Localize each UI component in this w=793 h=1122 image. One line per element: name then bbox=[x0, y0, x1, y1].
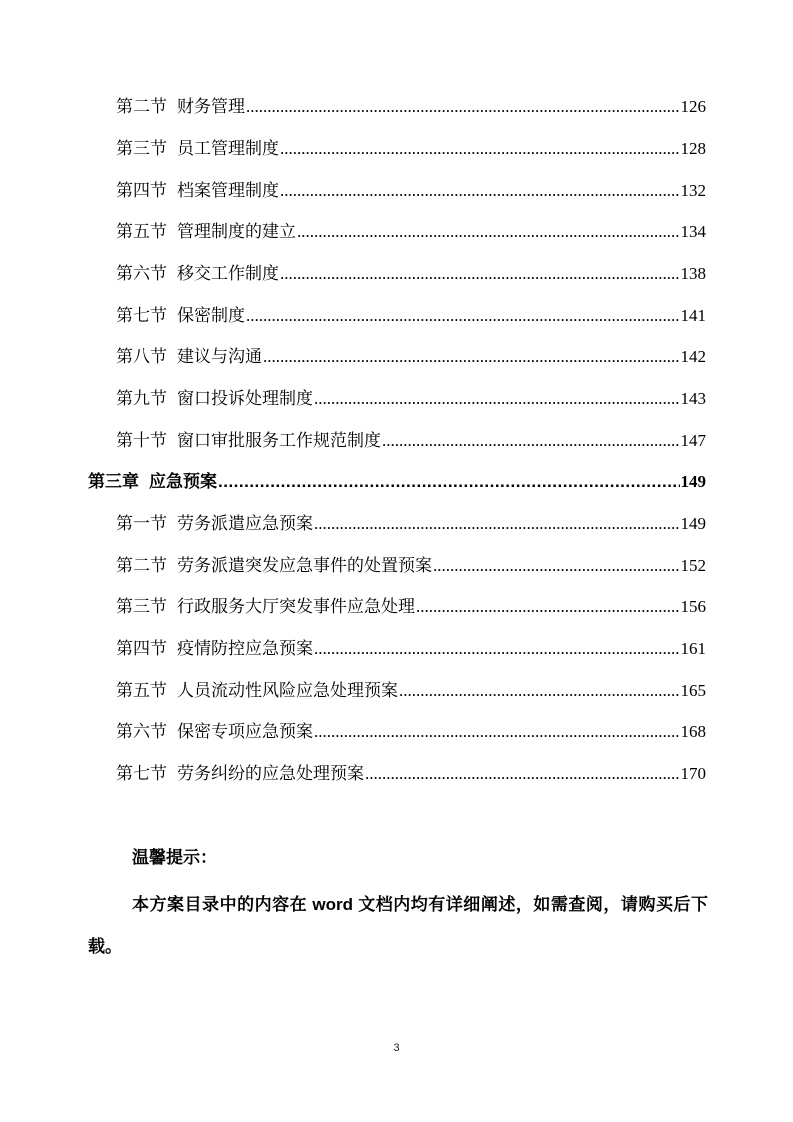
toc-entry-page: 132 bbox=[680, 181, 706, 200]
toc-entry-title: 移交工作制度 bbox=[177, 264, 279, 283]
toc-entry-title: 劳务纠纷的应急处理预案 bbox=[177, 764, 364, 783]
dot-leader bbox=[314, 512, 680, 536]
toc-entry-number: 第十节 bbox=[116, 431, 167, 450]
toc-entry-page: 170 bbox=[680, 764, 706, 783]
dot-leader bbox=[297, 220, 680, 244]
toc-entry-number: 第六节 bbox=[116, 722, 167, 741]
dot-leader bbox=[416, 595, 680, 619]
toc-entry[interactable] bbox=[116, 762, 706, 786]
dot-leader bbox=[246, 304, 680, 328]
toc-entry-page: 141 bbox=[680, 306, 706, 325]
toc-entry-title: 员工管理制度 bbox=[177, 139, 279, 158]
toc-entry-page: 165 bbox=[680, 681, 706, 700]
toc-entry-title: 窗口审批服务工作规范制度 bbox=[177, 431, 381, 450]
toc-entry-number: 第三节 bbox=[116, 139, 167, 158]
toc-entry-number: 第四节 bbox=[116, 181, 167, 200]
toc-entry[interactable] bbox=[116, 679, 706, 703]
toc-entry-number: 第五节 bbox=[116, 681, 167, 700]
toc-entry-title: 劳务派遣应急预案 bbox=[177, 514, 313, 533]
toc-entry-page: 156 bbox=[680, 597, 706, 616]
dot-leader bbox=[399, 679, 680, 703]
toc-entry[interactable] bbox=[116, 179, 706, 203]
toc-entry-number: 第九节 bbox=[116, 389, 167, 408]
toc-entry-page: 149 bbox=[680, 514, 706, 533]
toc-entry[interactable] bbox=[116, 345, 706, 369]
toc-entry-title: 建议与沟通 bbox=[177, 347, 262, 366]
toc-entry[interactable] bbox=[116, 512, 706, 536]
toc-entry[interactable] bbox=[116, 595, 706, 619]
dot-leader bbox=[280, 262, 680, 286]
dot-leader bbox=[365, 762, 680, 786]
toc-entry-page: 143 bbox=[680, 389, 706, 408]
toc-entry-number: 第五节 bbox=[116, 222, 167, 241]
toc-entry[interactable] bbox=[116, 137, 706, 161]
toc-entry[interactable] bbox=[116, 429, 706, 453]
note-title: 温馨提示： bbox=[132, 848, 217, 867]
toc-entry-page: 128 bbox=[680, 139, 706, 158]
dot-leader bbox=[280, 179, 680, 203]
toc-entry[interactable] bbox=[116, 720, 706, 744]
toc-entry-number: 第七节 bbox=[116, 306, 167, 325]
page-number: 3 bbox=[393, 1042, 400, 1054]
toc-entry-number: 第七节 bbox=[116, 764, 167, 783]
toc-entry-title: 窗口投诉处理制度 bbox=[177, 389, 313, 408]
toc-entry-title: 行政服务大厅突发事件应急处理 bbox=[177, 597, 415, 616]
toc-entry-page: 134 bbox=[680, 222, 706, 241]
note-body: 本方案目录中的内容在 word 文档内均有详细阐述，如需查阅，请购买后下载。 bbox=[88, 895, 708, 956]
toc-entry-page: 142 bbox=[680, 347, 706, 366]
toc-entry-title: 劳务派遣突发应急事件的处置预案 bbox=[177, 556, 432, 575]
toc-entry-title: 保密制度 bbox=[177, 306, 245, 325]
toc-entry-number: 第三章 bbox=[88, 472, 139, 491]
toc-entry-number: 第二节 bbox=[116, 556, 167, 575]
toc-chapter-entry[interactable] bbox=[88, 470, 706, 494]
toc-entry-title: 应急预案 bbox=[149, 472, 217, 491]
toc-entry-page: 161 bbox=[680, 639, 706, 658]
toc-entry-title: 保密专项应急预案 bbox=[177, 722, 313, 741]
dot-leader bbox=[314, 637, 680, 661]
toc-entry-page: 147 bbox=[680, 431, 706, 450]
toc-entry-number: 第四节 bbox=[116, 639, 167, 658]
toc-entry-number: 第一节 bbox=[116, 514, 167, 533]
dot-leader bbox=[280, 137, 680, 161]
dot-leader bbox=[314, 387, 680, 411]
toc-entry[interactable] bbox=[116, 304, 706, 328]
toc-entry-title: 财务管理 bbox=[177, 97, 245, 116]
toc-entry[interactable] bbox=[116, 220, 706, 244]
toc-entry-page: 138 bbox=[680, 264, 706, 283]
toc-entry-number: 第二节 bbox=[116, 97, 167, 116]
dot-leader bbox=[246, 95, 680, 119]
dot-leader bbox=[433, 554, 680, 578]
toc-entry-number: 第六节 bbox=[116, 264, 167, 283]
toc-entry-number: 第三节 bbox=[116, 597, 167, 616]
toc-entry[interactable] bbox=[116, 262, 706, 286]
toc-entry[interactable] bbox=[116, 95, 706, 119]
toc-entry[interactable] bbox=[116, 637, 706, 661]
toc-entry[interactable] bbox=[116, 554, 706, 578]
toc-entry-title: 人员流动性风险应急处理预案 bbox=[177, 681, 398, 700]
dot-leader bbox=[382, 429, 680, 453]
dot-leader bbox=[263, 345, 680, 369]
toc-entry[interactable] bbox=[116, 387, 706, 411]
toc-entry-page: 168 bbox=[680, 722, 706, 741]
toc-entry-page: 126 bbox=[680, 97, 706, 116]
dot-leader bbox=[314, 720, 680, 744]
dot-leader bbox=[218, 470, 680, 494]
toc-entry-page: 149 bbox=[680, 472, 706, 491]
toc-entry-title: 疫情防控应急预案 bbox=[177, 639, 313, 658]
toc-entry-page: 152 bbox=[680, 556, 706, 575]
toc-entry-title: 管理制度的建立 bbox=[177, 222, 296, 241]
toc-entry-title: 档案管理制度 bbox=[177, 181, 279, 200]
toc-entry-number: 第八节 bbox=[116, 347, 167, 366]
